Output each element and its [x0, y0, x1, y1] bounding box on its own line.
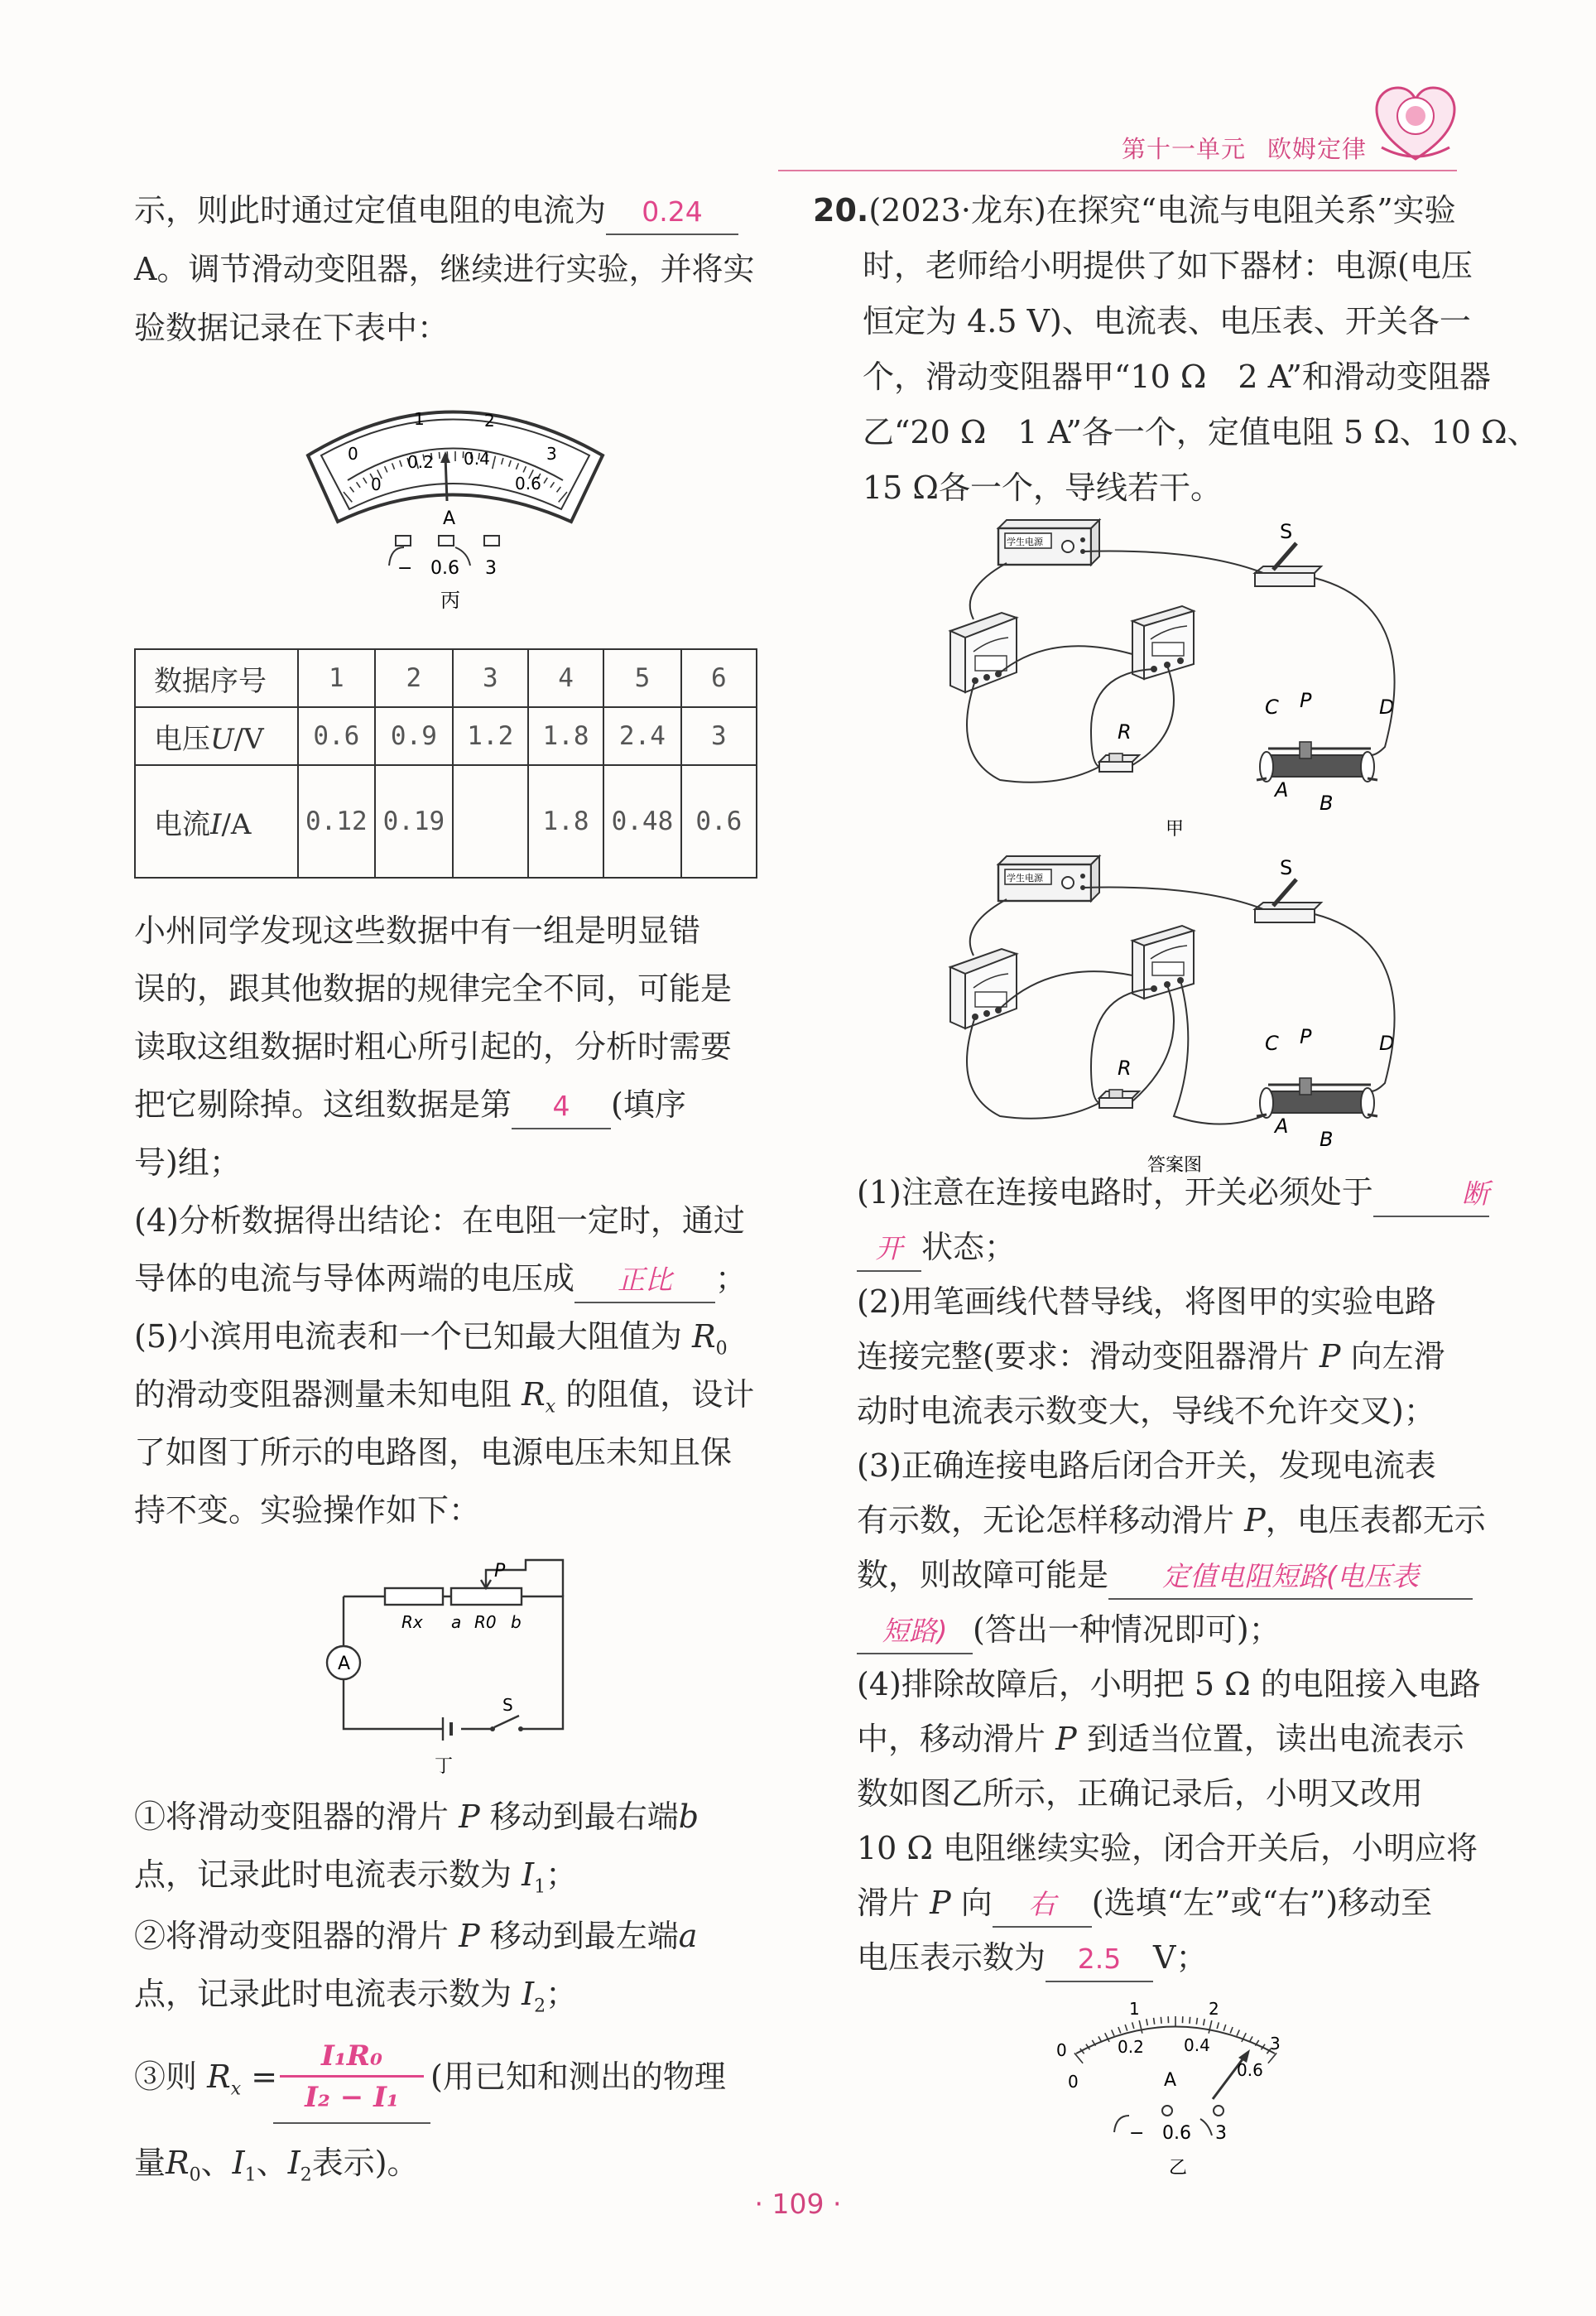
- fig-jia-label-p: P: [1300, 689, 1312, 712]
- ammeter-bing-lower-1: 0.2: [407, 452, 434, 472]
- left-step-3: ③则 $R_x$ =: [134, 2058, 278, 2100]
- left-step-2-a: ②将滑动变阻器的滑片 P 移动到最左端a: [134, 1918, 698, 1954]
- switch-icon: [1255, 520, 1321, 586]
- ammeter-yi-lower-2: 0.4: [1184, 2035, 1210, 2055]
- q20-sub4-line-6: 电压表示数为 2.5 V；: [857, 1931, 1207, 1985]
- circuit-ding-label-s: S: [502, 1695, 513, 1715]
- ammeter-bing-upper-0: 0: [348, 444, 358, 464]
- q20-line-3: 恒定为 4.5 V)、电流表、电压表、开关各一: [863, 303, 1471, 339]
- ammeter-yi-upper-2: 2: [1209, 1999, 1219, 2019]
- q20-sub1-line-2: 开 状态；: [857, 1221, 1016, 1274]
- table-header-voltage: 电压U/V: [135, 707, 298, 765]
- circuit-ding-label-a: a: [451, 1612, 462, 1632]
- answer-switch-open-1: 断: [1373, 1172, 1489, 1217]
- fig-jia-label-b: B: [1320, 792, 1334, 815]
- answer-fault-2: 短路): [857, 1610, 973, 1654]
- answer-wrong-group: 4: [512, 1085, 611, 1129]
- ammeter-bing-upper-2: 2: [484, 411, 495, 431]
- fig-jia-label-a: A: [1275, 778, 1289, 802]
- left-para-5: 号)组；: [134, 1144, 241, 1181]
- power-supply-icon: [998, 520, 1099, 565]
- header-unit: 第十一单元 欧姆定律: [1122, 135, 1368, 163]
- left-q5-line-4: 持不变。实验操作如下：: [134, 1492, 481, 1529]
- answer-current: 0.24: [606, 190, 738, 235]
- answer-voltage: 2.5: [1046, 1938, 1153, 1982]
- circuit-ding-label-rx: Rx: [401, 1612, 423, 1632]
- circuit-ding-label-p: P: [494, 1561, 506, 1582]
- q20-sub4-line-4: 10 Ω 电阻继续实验，闭合开关后，小明应将: [857, 1830, 1478, 1866]
- fig-jia-label-power: 学生电源: [1007, 537, 1043, 547]
- left-para-4: 把它剔除掉。这组数据是第 4 (填序: [134, 1078, 686, 1132]
- q20-sub2-line-1: (2)用笔画线代替导线，将图甲的实验电路: [857, 1283, 1436, 1320]
- left-q4-line-2: 导体的电流与导体两端的电压成 正比 ；: [134, 1252, 747, 1306]
- rheostat-icon: [1257, 1025, 1394, 1151]
- left-step-3-end: 量$R_0$、$I_1$、$I_2$表示)。: [134, 2145, 419, 2186]
- q20-sub1-line-1: (1)注意在连接电路时，开关必须处于 断: [857, 1166, 1489, 1220]
- left-step-3-note: (用已知和测出的物理: [430, 2058, 726, 2095]
- header-title: 欧姆定律: [1267, 135, 1368, 163]
- answer-fault-1: 定值电阻短路(电压表: [1108, 1555, 1473, 1600]
- circuit-ding-label-r0: R0: [474, 1612, 497, 1632]
- q20-sub2-line-2: 连接完整(要求：滑动变阻器滑片 P 向左滑: [857, 1338, 1445, 1375]
- data-table: [134, 648, 757, 879]
- question-number: 20.: [813, 192, 869, 229]
- circuit-ding-label-ammeter: A: [338, 1654, 351, 1674]
- fig-answer-label-a: A: [1275, 1115, 1289, 1138]
- fig-answer-label-s: S: [1280, 856, 1293, 879]
- ammeter-bing-lower-3: 0.6: [515, 474, 541, 494]
- figure-caption-bing: 丙: [440, 589, 460, 612]
- q20-line-6: 15 Ω各一个，导线若干。: [863, 469, 1222, 506]
- circuit-figure-ding: [319, 1555, 584, 1787]
- q20-sub4-line-3: 数如图乙所示，正确记录后，小明又改用: [857, 1775, 1424, 1812]
- ammeter-yi-term-3: 3: [1215, 2123, 1227, 2144]
- q20-line-1: 20.(2023·龙东)在探究“电流与电阻关系”实验: [813, 192, 1456, 229]
- fig-answer-label-c: C: [1265, 1032, 1279, 1055]
- q20-line-2: 时，老师给小明提供了如下器材：电源(电压: [863, 248, 1473, 284]
- resistor-rx: [385, 1588, 443, 1605]
- fig-answer-label-d: D: [1379, 1032, 1395, 1055]
- circuit-figure-answer: [925, 851, 1439, 1174]
- left-para-3: 读取这组数据时粗心所引起的，分析时需要: [134, 1028, 733, 1065]
- voltmeter-icon: [1132, 606, 1194, 679]
- fig-answer-label-r: R: [1118, 1057, 1132, 1080]
- ammeter-yi-lower-0: 0: [1068, 2072, 1079, 2092]
- figure-caption-jia: 甲: [1166, 819, 1185, 838]
- formula-numerator: I₁R₀: [321, 2039, 382, 2073]
- left-q5-line-3: 了如图丁所示的电路图，电源电压未知且保: [134, 1434, 733, 1471]
- ammeter-icon: [950, 613, 1017, 692]
- table-header-current: 电流I/A: [135, 765, 298, 878]
- figure-caption-answer: 答案图: [1147, 1155, 1203, 1174]
- ammeter-yi-lower-1: 0.2: [1118, 2037, 1144, 2057]
- q20-sub4-line-2: 中，移动滑片 P 到适当位置，读出电流表示: [857, 1721, 1464, 1757]
- ammeter-yi-upper-0: 0: [1056, 2040, 1067, 2060]
- unit-logo: [1370, 83, 1461, 166]
- table-row: 电流I/A 0.12 0.19 1.8 0.48 0.6: [135, 765, 757, 878]
- q20-sub3-line-3: 数，则故障可能是 定值电阻短路(电压表: [857, 1548, 1473, 1602]
- circuit-figure-jia: [925, 515, 1439, 838]
- q20-line-5: 乙“20 Ω 1 A”各一个，定值电阻 5 Ω、10 Ω、: [863, 414, 1539, 450]
- left-step-1-a: ①将滑动变阻器的滑片 P 移动到最右端b: [134, 1798, 699, 1835]
- q20-sub4-line-5: 滑片 P 向 右 (选填“左”或“右”)移动至: [857, 1876, 1432, 1930]
- table-row: 数据序号 1 2 3 4 5 6: [135, 649, 757, 707]
- ammeter-yi-lower-3: 0.6: [1237, 2060, 1263, 2080]
- ammeter-bing-upper-3: 3: [546, 444, 557, 464]
- ammeter-figure-yi: [1043, 1983, 1308, 2182]
- left-line-1: 示，则此时通过定值电阻的电流为 0.24: [134, 184, 738, 238]
- ammeter-bing-term-06: 0.6: [430, 558, 459, 579]
- rheostat-icon: [1257, 689, 1394, 815]
- fig-jia-label-d: D: [1379, 696, 1395, 719]
- q20-sub3-line-1: (3)正确连接电路后闭合开关，发现电流表: [857, 1447, 1436, 1484]
- ammeter-figure-bing: [298, 377, 613, 625]
- ammeter-bing-lower-2: 0.4: [464, 449, 490, 469]
- fig-jia-label-c: C: [1265, 696, 1279, 719]
- q20-line-4: 个，滑动变阻器甲“10 Ω 2 A”和滑动变阻器: [863, 359, 1491, 395]
- ammeter-bing-unit: A: [443, 508, 456, 529]
- q20-sub4-line-1: (4)排除故障后，小明把 5 Ω 的电阻接入电路: [857, 1666, 1481, 1702]
- left-q4-line-1: (4)分析数据得出结论：在电阻一定时，通过: [134, 1202, 745, 1239]
- rheostat-r0: [451, 1588, 522, 1605]
- left-line-2: A。调节滑动变阻器，继续进行实验，并将实: [134, 251, 755, 287]
- header-divider: [778, 170, 1457, 171]
- ammeter-yi-unit: A: [1164, 2070, 1177, 2091]
- left-step-2-b: 点，记录此时电流表示数为 $I_2$；: [134, 1976, 578, 2017]
- fig-jia-label-s: S: [1280, 520, 1293, 543]
- fig-jia-label-r: R: [1118, 720, 1132, 744]
- answer-switch-open-2: 开: [857, 1227, 921, 1272]
- power-supply-icon: [998, 856, 1099, 901]
- ammeter-yi-upper-1: 1: [1129, 1999, 1140, 2019]
- ammeter-yi-term-06: 0.6: [1162, 2123, 1191, 2144]
- fig-answer-label-b: B: [1320, 1128, 1334, 1151]
- ammeter-bing-lower-0: 0: [371, 474, 382, 494]
- left-para-1: 小州同学发现这些数据中有一组是明显错: [134, 912, 701, 949]
- page-number: · 109 ·: [754, 2188, 842, 2220]
- circuit-ding-label-b: b: [511, 1612, 522, 1632]
- left-para-2: 误的，跟其他数据的规律完全不同，可能是: [134, 970, 733, 1007]
- formula-denominator: I₂ − I₁: [305, 2081, 399, 2114]
- left-step-1-b: 点，记录此时电流表示数为 $I_1$；: [134, 1856, 578, 1898]
- q20-sub3-line-2: 有示数，无论怎样移动滑片 P，电压表都无示: [857, 1502, 1486, 1538]
- ammeter-yi-term-neg: −: [1129, 2123, 1145, 2144]
- answer-formula: [273, 2039, 430, 2124]
- figure-caption-yi: 乙: [1169, 2158, 1188, 2179]
- fig-answer-label-power: 学生电源: [1007, 873, 1043, 884]
- left-q5-line-1: (5)小滨用电流表和一个已知最大阻值为 $R_0$: [134, 1318, 728, 1360]
- ammeter-bing-term-neg: −: [397, 558, 413, 579]
- q20-sub3-line-4: 短路) (答出一种情况即可)；: [857, 1603, 1281, 1657]
- table-row: 电压U/V 0.6 0.9 1.2 1.8 2.4 3: [135, 707, 757, 765]
- left-line-3: 验数据记录在下表中：: [134, 310, 449, 346]
- voltmeter-icon: [1132, 926, 1194, 999]
- ammeter-bing-term-3: 3: [485, 558, 497, 579]
- ammeter-yi-upper-3: 3: [1270, 2034, 1281, 2054]
- left-q5-line-2: 的滑动变阻器测量未知电阻 $R_x$ 的阻值，设计: [134, 1376, 755, 1418]
- q20-sub2-line-3: 动时电流表示数变大，导线不允许交叉)；: [857, 1393, 1435, 1429]
- answer-direction: 右: [993, 1883, 1092, 1928]
- figure-caption-ding: 丁: [435, 1756, 454, 1777]
- switch-icon: [1255, 856, 1321, 922]
- table-header-index: 数据序号: [135, 649, 298, 707]
- fig-answer-label-p: P: [1300, 1025, 1312, 1048]
- answer-proportional: 正比: [574, 1259, 715, 1303]
- ammeter-bing-upper-1: 1: [414, 409, 425, 429]
- ammeter-icon: [950, 949, 1017, 1028]
